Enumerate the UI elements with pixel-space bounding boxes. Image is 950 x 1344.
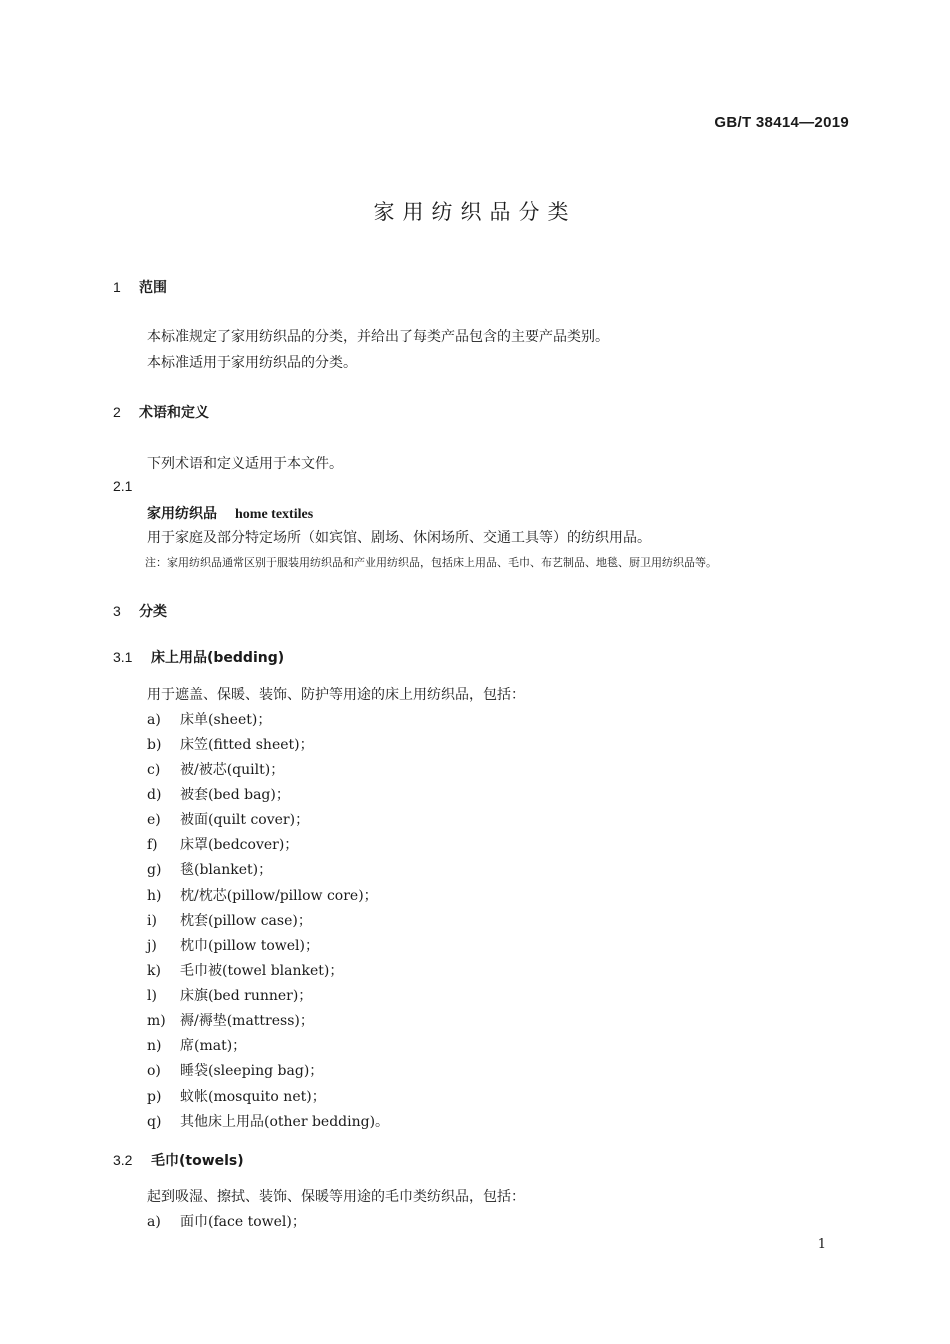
list-text: 枕/枕芯(pillow/pillow core)； <box>180 888 378 904</box>
section-number: 2 <box>113 404 121 420</box>
paragraph: 用于遮盖、保暖、装饰、防护等用途的床上用纺织品，包括： <box>147 687 525 703</box>
list-marker: a) <box>147 712 161 728</box>
clause-number: 3.2 <box>113 1152 133 1168</box>
list-item <box>147 734 314 754</box>
section-title: 分类 <box>139 604 167 620</box>
section-1-heading <box>113 277 167 297</box>
list-text: 床旗(bed runner)； <box>180 988 313 1004</box>
list-item <box>147 1035 246 1055</box>
list-marker: o) <box>147 1063 161 1079</box>
list-item <box>147 885 378 905</box>
list-text: 床单(sheet)； <box>180 712 272 728</box>
list-item <box>147 935 319 955</box>
list-marker: g) <box>147 862 162 878</box>
list-text: 被面(quilt cover)； <box>180 812 310 828</box>
list-marker: h) <box>147 888 162 904</box>
list-item <box>147 985 312 1005</box>
section-2-heading <box>113 402 209 422</box>
section-number: 3 <box>113 603 121 619</box>
list-marker: c) <box>147 762 161 778</box>
list-item <box>147 759 284 779</box>
term-definition: 用于家庭及部分特定场所（如宾馆、剧场、休闲场所、交通工具等）的纺织用品。 <box>147 530 651 546</box>
clause-2-1-number <box>113 478 151 495</box>
list-item <box>147 859 272 879</box>
list-text: 蚊帐(mosquito net)； <box>180 1089 326 1105</box>
list-text: 床罩(bedcover)； <box>180 837 299 853</box>
list-text: 毯(blanket)； <box>180 862 273 878</box>
clause-number: 2.1 <box>113 478 133 494</box>
list-marker: f) <box>147 837 158 853</box>
clause-title: 毛巾(towels) <box>151 1153 244 1169</box>
list-text: 席(mat)； <box>180 1038 247 1054</box>
list-marker: q) <box>147 1114 162 1130</box>
document-title: 家用纺织品分类 <box>373 200 577 224</box>
paragraph: 下列术语和定义适用于本文件。 <box>147 456 343 472</box>
section-3-heading <box>113 601 167 621</box>
section-title: 范围 <box>139 280 167 296</box>
term-note: 注：家用纺织品通常区别于服装用纺织品和产业用纺织品，包括床上用品、毛巾、布艺制品、地毯、厨卫用纺织品等。 <box>145 556 717 569</box>
list-marker: i) <box>147 913 157 929</box>
clause-number: 3.1 <box>113 649 133 665</box>
list-item <box>147 784 290 804</box>
list-item <box>147 1086 326 1106</box>
list-item <box>147 960 343 980</box>
clause-title: 床上用品(bedding) <box>151 650 285 666</box>
term-entry <box>147 503 313 523</box>
list-marker: l) <box>147 988 157 1004</box>
list-text: 被/被芯(quilt)； <box>180 762 285 778</box>
list-marker: p) <box>147 1089 162 1105</box>
clause-3-1-heading <box>113 647 284 667</box>
term-english: home textiles <box>235 507 314 522</box>
list-marker: d) <box>147 787 162 803</box>
list-item <box>147 1010 314 1030</box>
section-title: 术语和定义 <box>139 405 209 421</box>
list-item <box>147 1211 306 1231</box>
list-item <box>147 1060 323 1080</box>
standard-number: GB/T 38414—2019 <box>714 114 849 131</box>
list-text: 枕套(pillow case)； <box>180 913 312 929</box>
list-text: 睡袋(sleeping bag)； <box>180 1063 324 1079</box>
list-marker: b) <box>147 737 162 753</box>
section-number: 1 <box>113 279 121 295</box>
paragraph: 本标准规定了家用纺织品的分类，并给出了每类产品包含的主要产品类别。 <box>147 329 609 345</box>
list-marker: a) <box>147 1214 161 1230</box>
page-number: 1 <box>817 1237 826 1252</box>
list-text: 其他床上用品(other bedding)。 <box>180 1114 390 1130</box>
list-text: 毛巾被(towel blanket)； <box>180 963 344 979</box>
list-text: 面巾(face towel)； <box>180 1214 306 1230</box>
list-text: 枕巾(pillow towel)； <box>180 938 319 954</box>
list-marker: e) <box>147 812 161 828</box>
clause-3-2-heading <box>113 1150 244 1170</box>
list-item <box>147 709 271 729</box>
list-item <box>147 834 298 854</box>
list-marker: k) <box>147 963 161 979</box>
list-text: 床笠(fitted sheet)； <box>180 737 314 753</box>
paragraph: 起到吸湿、擦拭、装饰、保暖等用途的毛巾类纺织品，包括： <box>147 1189 525 1205</box>
list-text: 褥/褥垫(mattress)； <box>180 1013 314 1029</box>
list-marker: j) <box>147 938 157 954</box>
list-item <box>147 910 312 930</box>
term-chinese: 家用纺织品 <box>147 506 217 522</box>
list-marker: n) <box>147 1038 162 1054</box>
list-marker: m) <box>147 1013 166 1029</box>
list-item <box>147 809 309 829</box>
paragraph: 本标准适用于家用纺织品的分类。 <box>147 355 357 371</box>
list-text: 被套(bed bag)； <box>180 787 290 803</box>
list-item <box>147 1111 389 1131</box>
